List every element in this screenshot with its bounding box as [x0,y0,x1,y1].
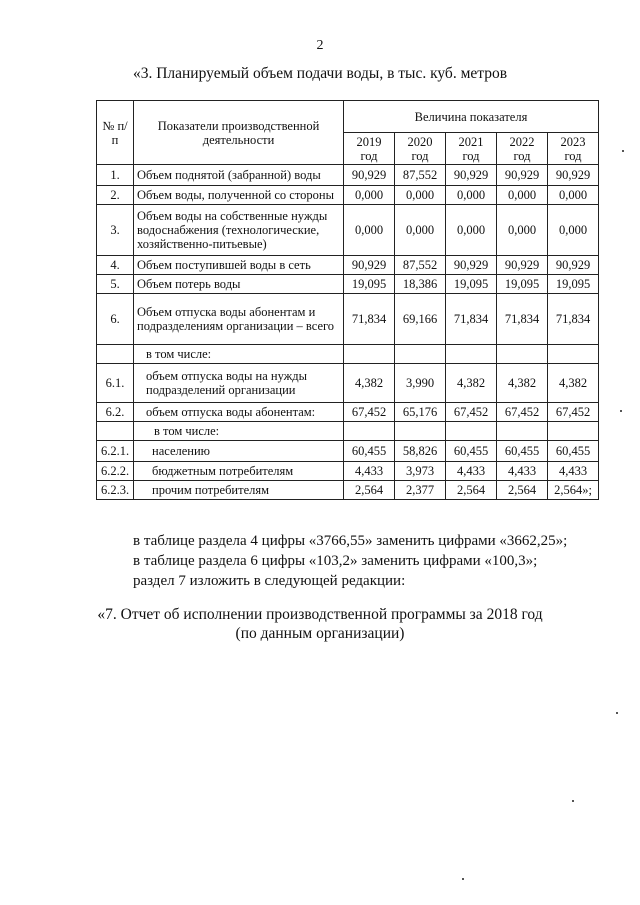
value-cell: 67,452 [344,403,395,422]
value-cell: 87,552 [395,256,446,275]
row-indicator: Объем поступившей воды в сеть [134,256,344,275]
row-indicator: Объем воды на собственные нужды водоснабжения (технологические, хозяйственно-питьевые) [134,205,344,256]
row-number: 6.2.3. [97,481,134,500]
value-cell: 4,382 [548,364,599,403]
value-cell: 0,000 [497,205,548,256]
value-cell: 60,455 [497,441,548,462]
value-cell: 0,000 [395,205,446,256]
value-cell: 0,000 [497,186,548,205]
table-row [97,481,599,500]
table-row [97,256,599,275]
value-cell: 60,455 [446,441,497,462]
value-cell: 60,455 [344,441,395,462]
value-cell: 2,377 [395,481,446,500]
value-cell: 90,929 [548,256,599,275]
row-indicator: населению [134,441,344,462]
value-cell: 4,433 [548,462,599,481]
value-cell: 65,176 [395,403,446,422]
table-row [97,186,599,205]
value-cell: 2,564 [497,481,548,500]
value-cell: 4,433 [344,462,395,481]
amendment-paragraph: в таблице раздела 6 цифры «103,2» заменить цифрами «100,3»; [133,553,538,569]
row-number: 6. [97,294,134,345]
value-cell: 4,382 [497,364,548,403]
row-number: 1. [97,165,134,186]
table-row [97,364,599,403]
row-number: 5. [97,275,134,294]
header-year: 2021 год [446,133,497,165]
value-cell [395,345,446,364]
value-cell: 19,095 [548,275,599,294]
row-indicator: в том числе: [134,345,344,364]
value-cell [548,422,599,441]
section-title: «3. Планируемый объем подачи воды, в тыс. куб. метров [132,65,508,82]
value-cell [446,422,497,441]
value-cell: 4,382 [344,364,395,403]
value-cell: 0,000 [395,186,446,205]
header-year: 2023 год [548,133,599,165]
value-cell: 58,826 [395,441,446,462]
header-year: 2020 год [395,133,446,165]
value-cell [497,345,548,364]
row-indicator: Объем воды, полученной со стороны [134,186,344,205]
value-cell: 2,564 [344,481,395,500]
value-cell: 90,929 [548,165,599,186]
section7-title-line1: «7. Отчет об исполнении производственной программы за 2018 год [97,606,543,623]
table-row [97,403,599,422]
value-cell: 3,990 [395,364,446,403]
value-cell: 18,386 [395,275,446,294]
row-indicator: объем отпуска воды абонентам: [134,403,344,422]
value-cell: 4,433 [497,462,548,481]
header-value-group: Величина показателя [344,101,599,133]
value-cell: 90,929 [344,256,395,275]
value-cell: 0,000 [548,205,599,256]
water-supply-table [96,100,599,500]
header-indicator: Показатели производственной деятельности [134,101,344,165]
value-cell: 90,929 [446,165,497,186]
table-row [97,441,599,462]
row-indicator: объем отпуска воды на нужды подразделений организации [134,364,344,403]
value-cell: 90,929 [497,165,548,186]
value-cell: 19,095 [344,275,395,294]
value-cell: 2,564»; [548,481,599,500]
row-number [97,345,134,364]
table-row [97,275,599,294]
scan-speck [462,878,464,880]
value-cell [497,422,548,441]
table-row [97,422,599,441]
page-number: 2 [316,38,324,53]
value-cell: 90,929 [344,165,395,186]
row-indicator: Объем потерь воды [134,275,344,294]
value-cell: 2,564 [446,481,497,500]
value-cell: 87,552 [395,165,446,186]
value-cell: 71,834 [446,294,497,345]
scan-speck [622,150,624,152]
section7-title [0,605,640,643]
row-indicator: Объем поднятой (забранной) воды [134,165,344,186]
table-row [97,205,599,256]
value-cell: 71,834 [548,294,599,345]
table-row [97,165,599,186]
row-number: 2. [97,186,134,205]
value-cell [548,345,599,364]
value-cell: 67,452 [497,403,548,422]
value-cell [344,345,395,364]
amendment-paragraph: в таблице раздела 4 цифры «3766,55» заменить цифрами «3662,25»; [133,533,568,549]
value-cell [446,345,497,364]
scan-speck [572,800,574,802]
table-row [97,345,599,364]
row-indicator: прочим потребителям [134,481,344,500]
row-number [97,422,134,441]
value-cell [395,422,446,441]
row-indicator: Объем отпуска воды абонентам и подразделениям организации – всего [134,294,344,345]
value-cell: 90,929 [446,256,497,275]
row-number: 6.2.1. [97,441,134,462]
scan-speck [620,410,622,412]
value-cell: 60,455 [548,441,599,462]
value-cell: 90,929 [497,256,548,275]
value-cell: 67,452 [548,403,599,422]
row-indicator: бюджетным потребителям [134,462,344,481]
table-row [97,462,599,481]
value-cell: 4,433 [446,462,497,481]
value-cell: 4,382 [446,364,497,403]
value-cell: 19,095 [497,275,548,294]
scan-speck [616,712,618,714]
header-year: 2022 год [497,133,548,165]
value-cell: 3,973 [395,462,446,481]
value-cell: 0,000 [548,186,599,205]
value-cell [344,422,395,441]
row-number: 4. [97,256,134,275]
table-row [97,294,599,345]
value-cell: 67,452 [446,403,497,422]
row-number: 6.1. [97,364,134,403]
value-cell: 0,000 [446,205,497,256]
value-cell: 0,000 [344,186,395,205]
row-number: 6.2. [97,403,134,422]
value-cell: 71,834 [344,294,395,345]
amendment-paragraph: раздел 7 изложить в следующей редакции: [133,573,406,589]
value-cell: 69,166 [395,294,446,345]
value-cell: 0,000 [344,205,395,256]
section7-title-line2: (по данным организации) [235,625,405,642]
header-year: 2019 год [344,133,395,165]
value-cell: 0,000 [446,186,497,205]
row-number: 3. [97,205,134,256]
value-cell: 71,834 [497,294,548,345]
value-cell: 19,095 [446,275,497,294]
header-num: № п/п [97,101,134,165]
row-indicator: в том числе: [134,422,344,441]
row-number: 6.2.2. [97,462,134,481]
